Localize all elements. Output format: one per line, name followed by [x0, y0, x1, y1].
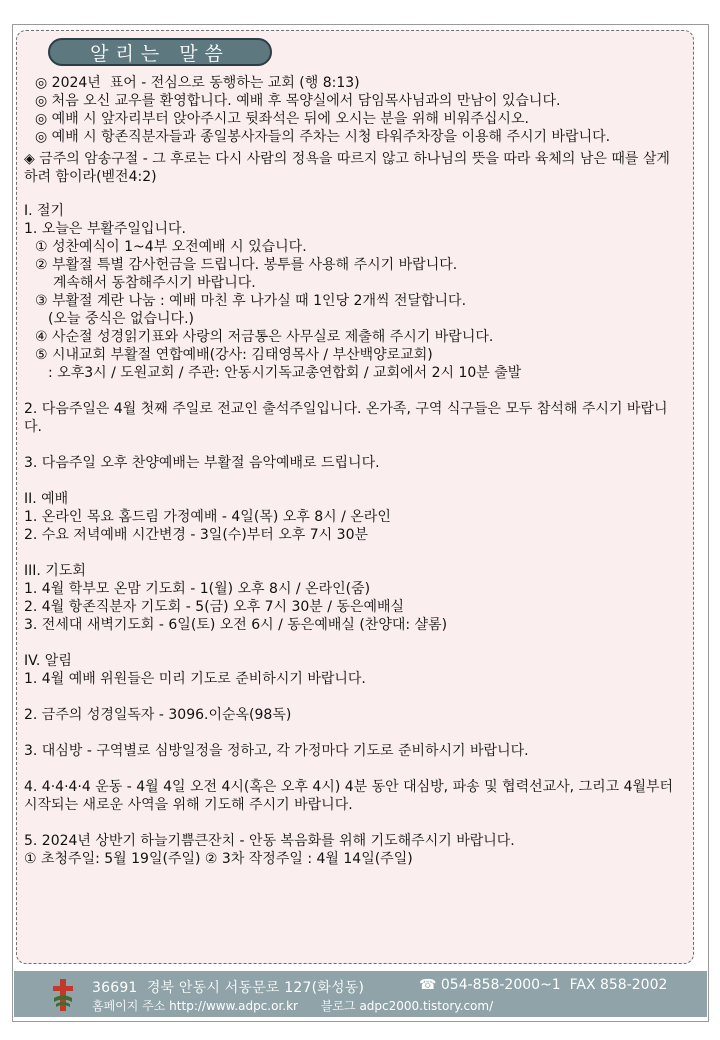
intro-line-1: ◎ 2024년 표어 - 전심으로 동행하는 교회 (행 8:13): [35, 75, 360, 91]
section-4-item-5: 5. 2024년 상반기 하늘기쁨큰잔치 - 안동 복음화를 위해 기도해주시기 바랍니다.: [24, 833, 515, 849]
section-1-sub-3: ③ 부활절 계란 나눔 : 예배 마친 후 나가실 때 1인당 2개씩 전달합니다.: [35, 293, 467, 309]
footer-address: 36691 경북 안동시 서동문로 127(화성동): [92, 980, 365, 996]
section-1-item-1: 1. 오늘은 부활주일입니다.: [24, 221, 186, 237]
intro-line-2: ◎ 처음 오신 교우를 환영합니다. 예배 후 목양실에서 담임목사님과의 만남이 있습니다.: [35, 93, 561, 109]
section-4-item-4: 4. 4·4·4·4 운동 - 4월 4일 오전 4시(혹은 오후 4시) 4분 동안 대심방, 파송 및 협력선교사, 그리고 4월부터 시작되는 새로운 사역을 위해 기도해 주시기 바랍니다.: [24, 779, 674, 813]
section-4-item-1: 1. 4월 예배 위원들은 미리 기도로 준비하시기 바랍니다.: [24, 671, 366, 687]
section-3-item-3: 3. 전세대 새벽기도회 - 6일(토) 오전 6시 / 동은예배실 (찬양대: 샬롬): [24, 617, 448, 633]
section-3-heading: III. 기도회: [24, 563, 86, 579]
section-1-sub-3b: (오늘 중식은 없습니다.): [48, 311, 194, 327]
section-2-item-2: 2. 수요 저녁예배 시간변경 - 3일(수)부터 오후 7시 30분: [24, 527, 368, 543]
section-1-sub-5: ⑤ 시내교회 부활절 연합예배(강사: 김태영목사 / 부산백양로교회): [35, 347, 433, 363]
intro-line-3: ◎ 예배 시 앞자리부터 앉아주시고 뒷좌석은 뒤에 오시는 분을 위해 비워주십시오.: [35, 111, 529, 127]
memory-verse: ◈ 금주의 암송구절 - 그 후로는 다시 사람의 정욕을 따르지 않고 하나님의 뜻을 따라 육체의 남은 때를 살게 하려 함이라(벧전4:2): [24, 151, 670, 185]
page-title: 알리는 말씀: [48, 38, 272, 66]
footer-web-links[interactable]: 홈페이지 주소 http://www.adpc.or.kr 블로그 adpc2000.tistory.com/: [92, 999, 494, 1013]
section-1-item-2: 2. 다음주일은 4월 첫째 주일로 전교인 출석주일입니다. 온가족, 구역 식구들은 모두 참석해 주시기 바랍니다.: [24, 401, 668, 435]
section-3-item-2: 2. 4월 항존직분자 기도회 - 5(금) 오후 7시 30분 / 동은예배실: [24, 599, 405, 615]
section-1-sub-5b: : 오후3시 / 도원교회 / 주관: 안동시기독교총연합회 / 교회에서 2시 10분 출발: [48, 365, 522, 381]
section-2-item-1: 1. 온라인 목요 홈드림 가정예배 - 4일(목) 오후 8시 / 온라인: [24, 509, 391, 525]
intro-line-4: ◎ 예배 시 항존직분자들과 종일봉사자들의 주차는 시청 타워주차장을 이용해 주시기 바랍니다.: [35, 129, 611, 145]
section-1-sub-1: ① 성찬예식이 1~4부 오전예배 시 있습니다.: [35, 239, 307, 255]
section-1-sub-2: ② 부활절 특별 감사헌금을 드립니다. 봉투를 사용해 주시기 바랍니다.: [35, 257, 458, 273]
section-2-heading: II. 예배: [24, 491, 69, 507]
church-cross-logo-icon: [50, 978, 76, 1012]
section-1-sub-4: ④ 사순절 성경읽기표와 사랑의 저금통은 사무실로 제출해 주시기 바랍니다.: [35, 329, 494, 345]
section-1-sub-2b: 계속해서 동참해주시기 바랍니다.: [53, 275, 256, 291]
section-4-item-3: 3. 대심방 - 구역별로 심방일정을 정하고, 각 가정마다 기도로 준비하시기 바랍니다.: [24, 743, 529, 759]
section-4-heading: IV. 알림: [24, 653, 72, 669]
footer-phone: ☎ 054-858-2000~1 FAX 858-2002: [419, 977, 668, 993]
announcement-content: [24, 74, 684, 868]
section-1-item-3: 3. 다음주일 오후 찬양예배는 부활절 음악예배로 드립니다.: [24, 455, 380, 471]
section-1-heading: I. 절기: [24, 203, 65, 219]
section-3-item-1: 1. 4월 학부모 온맘 기도회 - 1(월) 오후 8시 / 온라인(줌): [24, 581, 371, 597]
section-4-item-2: 2. 금주의 성경일독자 - 3096.이순옥(98독): [24, 707, 292, 723]
footer-bar: [14, 971, 707, 1017]
section-4-item-5b: ① 초청주일: 5월 19일(주일) ② 3차 작정주일 : 4월 14일(주일): [24, 851, 413, 867]
